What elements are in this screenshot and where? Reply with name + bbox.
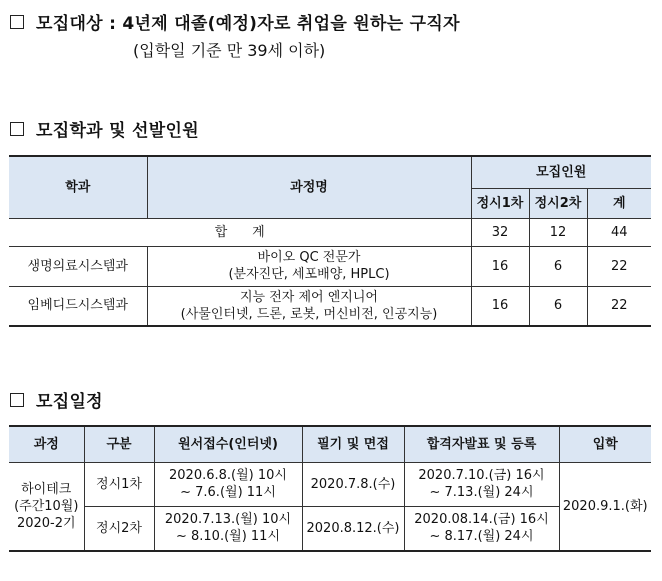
round-type: 정시2차 — [84, 506, 154, 551]
table-row — [9, 246, 651, 286]
apply-start: 2020.6.8.(월) 10시 — [169, 468, 287, 483]
header-course: 과정 — [9, 426, 84, 462]
header-round1: 정시1차 — [471, 188, 529, 218]
course-detail: (사물인터넷, 드론, 로봇, 머신비전, 인공지능) — [180, 306, 438, 322]
checkbox-icon — [10, 15, 24, 29]
round2-count: 6 — [529, 286, 587, 326]
header-result: 합격자발표 및 등록 — [404, 426, 559, 462]
section-departments — [10, 116, 199, 141]
result-start: 2020.7.10.(금) 16시 — [418, 468, 545, 483]
round2-count: 6 — [529, 246, 587, 286]
admission-date: 2020.9.1.(화) — [559, 462, 651, 551]
apply-end: ~ 7.6.(월) 11시 — [180, 485, 276, 500]
course-name — [147, 286, 471, 326]
course-line1: 하이테크 — [21, 481, 72, 497]
total-round1: 32 — [471, 218, 529, 246]
apply-end: ~ 8.10.(월) 11시 — [175, 529, 281, 545]
header-admission: 입학 — [559, 426, 651, 462]
header-total: 계 — [587, 188, 651, 218]
checkbox-icon — [10, 122, 24, 136]
course-title: 바이오 QC 전문가 — [257, 250, 361, 265]
header-dept: 학과 — [9, 156, 147, 218]
course-line2: (주간10월) — [14, 498, 79, 514]
apply-period — [154, 462, 302, 506]
round-type: 정시1차 — [84, 462, 154, 506]
total-round2: 12 — [529, 218, 587, 246]
header-quota: 모집인원 — [471, 156, 651, 188]
result-end: ~ 8.17.(월) 24시 — [429, 529, 534, 545]
course-title: 지능 전자 제어 엔지니어 — [240, 289, 378, 305]
section-schedule — [10, 387, 103, 412]
course-cell — [9, 462, 84, 551]
result-start: 2020.08.14.(금) 16시 — [414, 512, 549, 528]
header-apply: 원서접수(인터넷) — [154, 426, 302, 462]
result-period — [404, 462, 559, 506]
total-count: 22 — [587, 286, 651, 326]
header-type: 구분 — [84, 426, 154, 462]
course-line3: 2020-2기 — [16, 515, 76, 531]
total-count: 22 — [587, 246, 651, 286]
schedule-table — [9, 425, 651, 552]
course-detail: (분자진단, 세포배양, HPLC) — [228, 267, 390, 282]
header-round2: 정시2차 — [529, 188, 587, 218]
checkbox-icon — [10, 393, 24, 407]
round1-count: 16 — [471, 246, 529, 286]
apply-period — [154, 506, 302, 551]
dept-name: 생명의료시스템과 — [9, 246, 147, 286]
exam-date: 2020.8.12.(수) — [302, 506, 404, 551]
table-row — [9, 462, 651, 506]
departments-table — [9, 155, 651, 327]
result-end: ~ 7.13.(월) 24시 — [429, 485, 534, 500]
total-sum: 44 — [587, 218, 651, 246]
header-course: 과정명 — [147, 156, 471, 218]
exam-date: 2020.7.8.(수) — [302, 462, 404, 506]
departments-heading: 모집학과 및 선발인원 — [36, 121, 199, 141]
schedule-heading: 모집일정 — [36, 392, 103, 412]
target-heading: 모집대상 : 4년제 대졸(예정)자로 취업을 원하는 구직자 — [36, 14, 460, 34]
result-period — [404, 506, 559, 551]
total-row — [9, 218, 651, 246]
total-label: 합 계 — [9, 218, 471, 246]
table-row — [9, 506, 651, 551]
apply-start: 2020.7.13.(월) 10시 — [164, 512, 292, 528]
dept-name: 임베디드시스템과 — [9, 286, 147, 326]
section-target — [10, 9, 460, 34]
table-row — [9, 286, 651, 326]
round1-count: 16 — [471, 286, 529, 326]
header-exam: 필기 및 면접 — [302, 426, 404, 462]
age-note: (입학일 기준 만 39세 이하) — [133, 41, 326, 60]
course-name — [147, 246, 471, 286]
